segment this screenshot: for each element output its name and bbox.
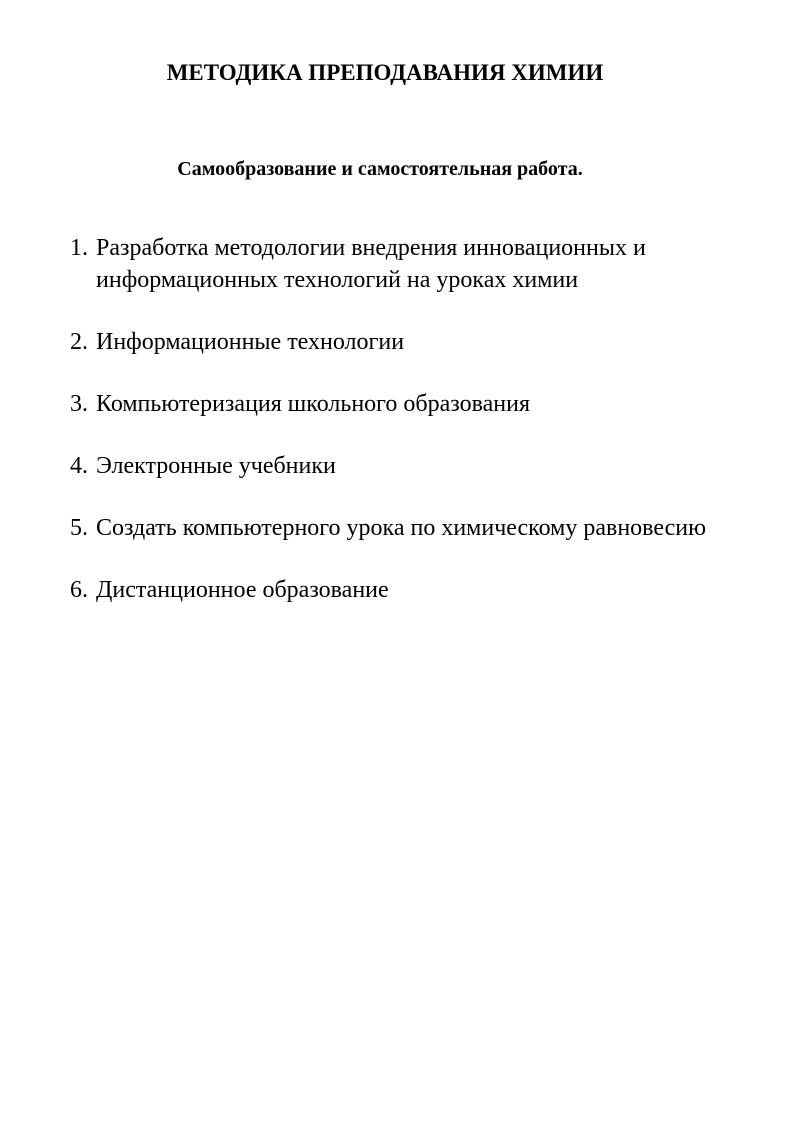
list-item-number: 1. [70, 235, 88, 261]
list-item-text: Создать компьютерного урока по химическому равновесию [96, 515, 707, 541]
list-item-text: Компьютеризация школьного образования [96, 391, 531, 417]
list-item-number: 3. [70, 391, 88, 417]
document-subtitle: Самообразование и самостоятельная работа. [177, 158, 583, 180]
list-item-number: 5. [70, 515, 88, 541]
list-item [70, 450, 750, 482]
list-item [70, 574, 750, 606]
list-item [70, 326, 750, 358]
list-item-text: Дистанционное образование [96, 577, 389, 603]
list-item-number: 6. [70, 577, 88, 603]
list-item-number: 2. [70, 329, 88, 355]
list-item-text: Разработка методологии внедрения инновационных и информационных технологий на уроках химии [96, 235, 646, 293]
list-item [70, 232, 750, 296]
list-item-number: 4. [70, 453, 88, 479]
list-item [70, 388, 750, 420]
list-item-text: Информационные технологии [96, 329, 405, 355]
list-item [70, 512, 750, 544]
list-item-text: Электронные учебники [96, 453, 336, 479]
document-title: МЕТОДИКА ПРЕПОДАВАНИЯ ХИМИИ [166, 60, 604, 85]
topic-list [70, 232, 750, 636]
